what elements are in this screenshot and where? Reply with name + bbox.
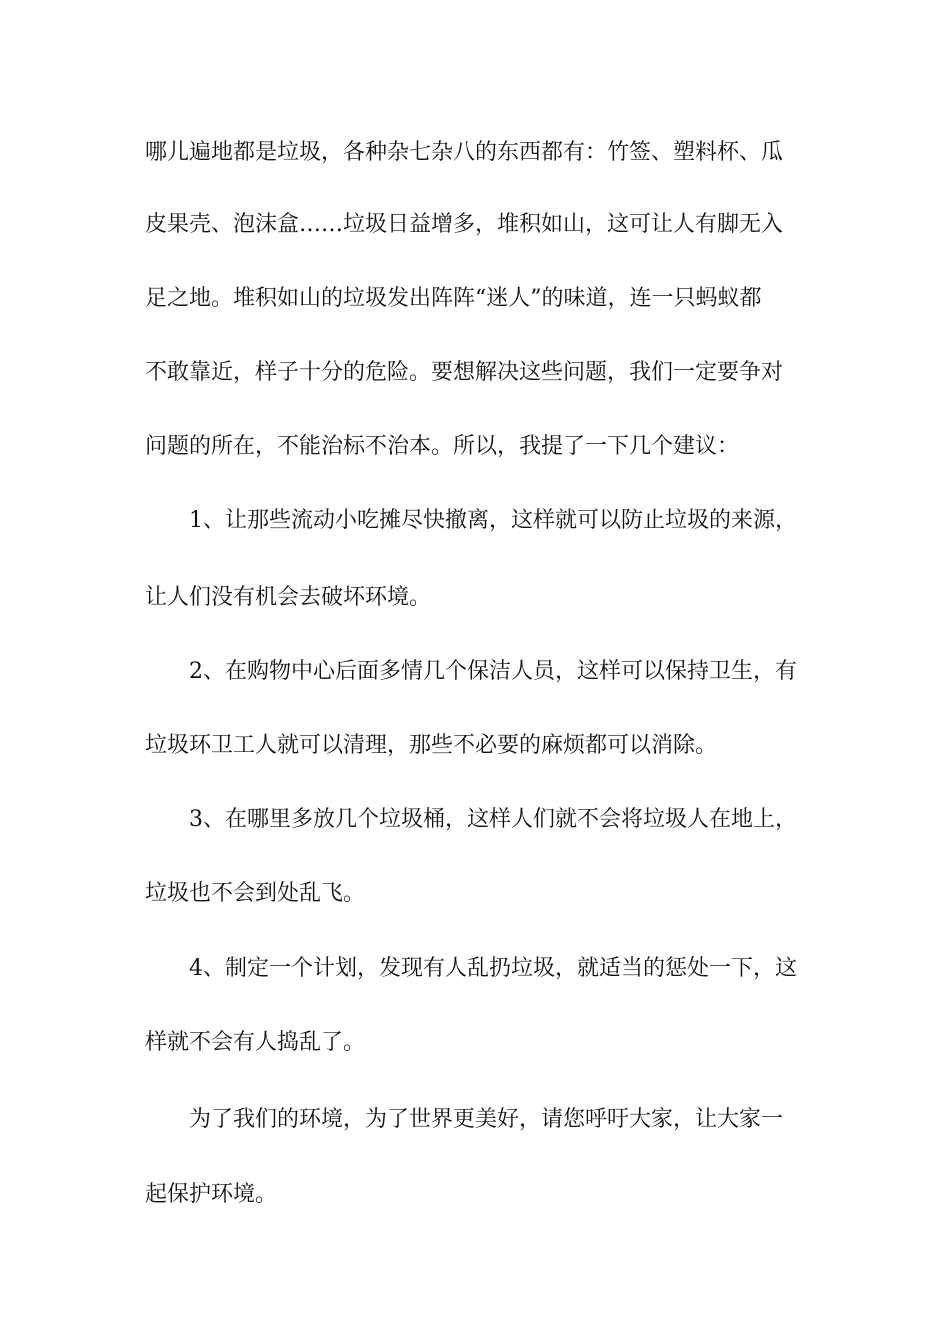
paragraph-line: 样就不会有人捣乱了。 <box>145 1030 366 1055</box>
paragraph-line: 垃圾也不会到处乱飞。 <box>145 881 366 906</box>
paragraph-line: 问题的所在，不能治标不治本。所以，我提了一下几个建议： <box>145 434 740 459</box>
closing-paragraph-line: 为了我们的环境，为了世界更美好，请您呼吁大家，让大家一 <box>189 1107 784 1132</box>
suggestion-2-line: 2、在购物中心后面多情几个保洁人员，这样可以保持卫生，有 <box>189 659 797 684</box>
paragraph-line: 足之地。堆积如山的垃圾发出阵阵“迷人”的味道，连一只蚂蚁都 <box>145 286 762 311</box>
suggestion-3-line: 3、在哪里多放几个垃圾桶，这样人们就不会将垃圾人在地上， <box>189 807 797 832</box>
paragraph-line: 让人们没有机会去破坏环境。 <box>145 585 432 610</box>
suggestion-4-line: 4、制定一个计划，发现有人乱扔垃圾，就适当的惩处一下，这 <box>189 956 797 981</box>
paragraph-line: 垃圾环卫工人就可以清理，那些不必要的麻烦都可以消除。 <box>145 733 718 758</box>
suggestion-1-line: 1、让那些流动小吃摊尽快撤离，这样就可以防止垃圾的来源， <box>189 508 797 533</box>
paragraph-line: 起保护环境。 <box>145 1182 278 1207</box>
paragraph-line: 哪儿遍地都是垃圾，各种杂七杂八的东西都有：竹签、塑料杯、瓜 <box>145 140 784 165</box>
paragraph-line: 皮果壳、泡沫盒……垃圾日益增多，堆积如山，这可让人有脚无入 <box>145 212 784 237</box>
paragraph-line: 不敢靠近，样子十分的危险。要想解决这些问题，我们一定要争对 <box>145 360 784 385</box>
